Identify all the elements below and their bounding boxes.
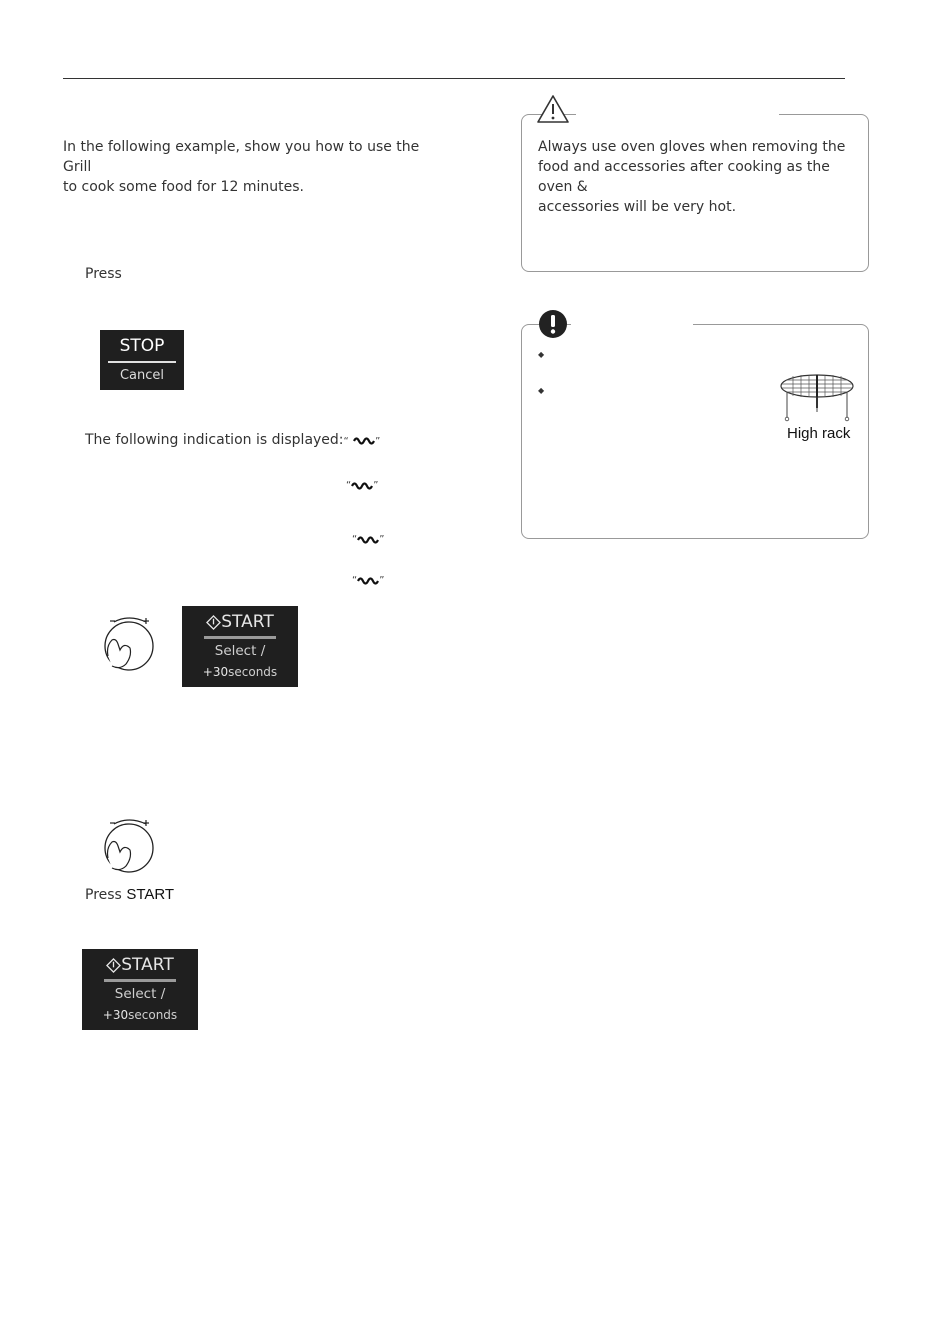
caution-text <box>538 137 863 217</box>
note-bullet-2: ◆ <box>538 386 545 395</box>
grill-wave-icon <box>357 575 379 585</box>
stop-key-divider <box>108 361 176 363</box>
start-select-key <box>182 606 298 687</box>
select-key-label: Select / <box>114 986 166 1002</box>
high-rack-icon <box>778 372 856 424</box>
select-key-label: Select / <box>214 643 266 659</box>
grill-indication-1 <box>346 480 378 491</box>
dial-turn-icon <box>96 814 162 880</box>
caution-line-2: food and accessories after cooking as the oven & <box>538 159 830 195</box>
start-diamond-icon <box>106 958 121 973</box>
cancel-key-label: Cancel <box>119 368 165 383</box>
grill-indication-2 <box>352 534 384 545</box>
intro-line-2: to cook some food for 12 minutes. <box>63 179 304 195</box>
press-label: Press <box>85 266 122 282</box>
close-quote: ” <box>375 436 381 447</box>
press-start-prefix: Press <box>85 887 122 903</box>
intro-line-1: In the following example, show you how to use the Grill <box>63 139 420 175</box>
start-key-top <box>182 612 298 632</box>
indication-line <box>85 432 380 448</box>
warning-triangle-icon <box>536 94 570 124</box>
indication-text: The following indication is displayed: <box>85 432 344 448</box>
grill-indication-3 <box>352 575 384 586</box>
intro-text <box>63 137 443 197</box>
seconds-unit: seconds <box>228 665 278 679</box>
stop-key-label: STOP <box>119 336 165 356</box>
open-quote: “ <box>352 534 358 545</box>
caution-header-gap <box>576 110 779 118</box>
grill-wave-icon <box>357 534 379 544</box>
seconds-unit: seconds <box>128 1008 178 1022</box>
start-key-label: START <box>121 955 174 975</box>
note-bullet-1: ◆ <box>538 350 545 359</box>
close-quote: ” <box>379 534 385 545</box>
note-header-gap <box>571 320 693 328</box>
close-quote: ” <box>379 575 385 586</box>
press-start-line <box>85 886 174 903</box>
plus30-number: +30 <box>102 1008 129 1022</box>
header-rule <box>63 78 845 79</box>
plus30-number: +30 <box>202 665 229 679</box>
plus30-label <box>182 665 298 679</box>
start-key-top <box>82 955 198 975</box>
high-rack-label: High rack <box>787 425 851 442</box>
press-start-word: START <box>126 886 175 903</box>
open-quote: “ <box>346 480 352 491</box>
start-diamond-icon <box>206 615 221 630</box>
exclamation-circle-icon <box>538 309 568 339</box>
close-quote: ” <box>373 480 379 491</box>
start-select-key <box>82 949 198 1030</box>
caution-line-3: accessories will be very hot. <box>538 199 737 215</box>
plus30-label <box>82 1008 198 1022</box>
start-key-label: START <box>221 612 274 632</box>
grill-wave-icon <box>353 435 375 445</box>
start-key-divider <box>204 636 276 639</box>
stop-cancel-key <box>100 330 184 390</box>
start-key-divider <box>104 979 176 982</box>
caution-line-1: Always use oven gloves when removing the <box>538 139 846 155</box>
open-quote: “ <box>343 436 349 447</box>
grill-wave-icon <box>351 480 373 490</box>
open-quote: “ <box>352 575 358 586</box>
dial-turn-icon <box>96 612 162 678</box>
